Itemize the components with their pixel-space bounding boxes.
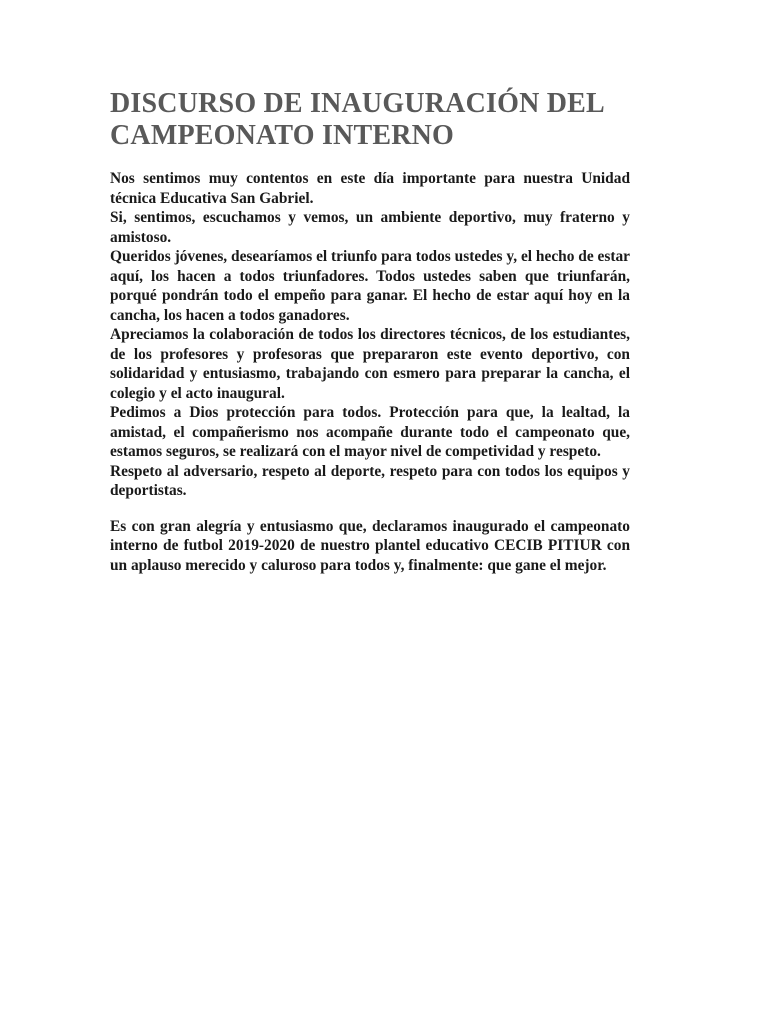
document-page: [110, 88, 630, 575]
document-title: DISCURSO DE INAUGURACIÓN DEL CAMPEONATO INTERNO: [110, 88, 604, 151]
paragraph-proteccion: Pedimos a Dios protección para todos. Protección para que, la lealtad, la amistad, el compañerismo nos acompañe durante todo el campeonato que, estamos seguros, se realizará con el mayor nivel de competividad y respeto.: [110, 404, 630, 460]
paragraph-ambiente: Si, sentimos, escuchamos y vemos, un ambiente deportivo, muy fraterno y amistoso.: [110, 209, 630, 246]
paragraph-respeto: Respeto al adversario, respeto al deporte, respeto para con todos los equipos y deportistas.: [110, 462, 630, 499]
paragraph-intro: Nos sentimos muy contentos en este día importante para nuestra Unidad técnica Educativa San Gabriel.: [110, 170, 630, 207]
paragraph-spacer: [110, 501, 630, 517]
paragraph-closing: Es con gran alegría y entusiasmo que, declaramos inaugurado el campeonato interno de futbol 2019-2020 de nuestro plantel educativo CECIB PITIUR con un aplauso merecido y caluroso para todos y, finalmente: que gane el mejor.: [110, 517, 630, 574]
paragraph-jovenes: Queridos jóvenes, desearíamos el triunfo para todos ustedes y, el hecho de estar aquí, los hacen a todos triunfadores. Todos ustedes saben que triunfarán, porqué pondrán todo el empeño para ganar. El hecho de estar aquí hoy en la cancha, los hacen a todos ganadores.: [110, 248, 630, 324]
paragraph-colaboracion: Apreciamos la colaboración de todos los directores técnicos, de los estudiantes, de los profesores y profesoras que prepararon este evento deportivo, con solidaridad y entusiasmo, trabajando con esmero para preparar la cancha, el colegio y el acto inaugural.: [110, 326, 630, 402]
